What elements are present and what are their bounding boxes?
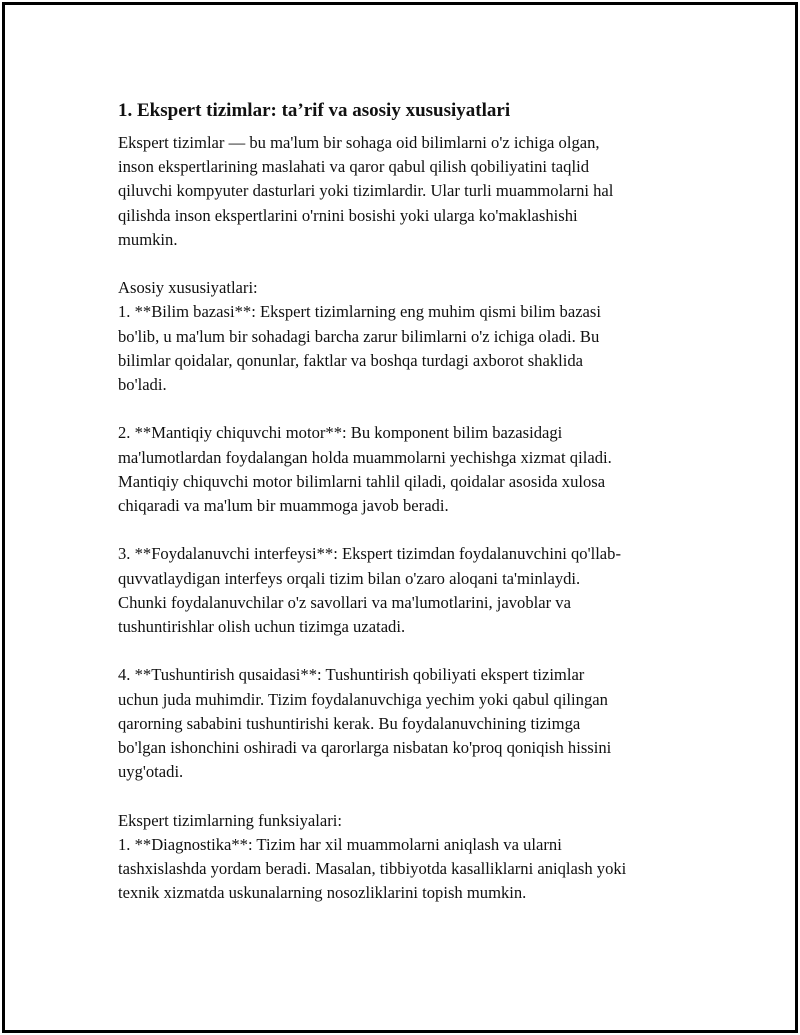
paragraph (118, 276, 698, 397)
paragraph (118, 542, 698, 639)
paragraph-gap (118, 397, 698, 421)
text-line: bilimlar qoidalar, qonunlar, faktlar va boshqa turdagi axborot shaklida (118, 350, 584, 370)
document-title: 1. Ekspert tizimlar: ta’rif va asosiy xususiyatlari (118, 100, 511, 121)
text-line: Ekspert tizimlar — bu ma'lum bir sohaga oid bilimlarni o'z ichiga olgan, (118, 133, 600, 152)
text-line: 1. **Bilim bazasi**: Ekspert tizimlarning eng muhim qismi bilim bazasi (118, 302, 601, 322)
paragraph-gap (118, 639, 698, 663)
text-line: 3. **Foydalanuvchi interfeysi**: Ekspert tizimdan foydalanuvchini qo'llab- (118, 544, 621, 564)
paragraph-gap (118, 252, 698, 276)
text-line: tashxislashda yordam beradi. Masalan, tibbiyotda kasalliklarni aniqlash yoki (118, 859, 627, 879)
text-line: texnik xizmatda uskunalarning nosozliklarini topish mumkin. (118, 883, 527, 903)
text-line: chiqaradi va ma'lum bir muammoga javob beradi. (118, 496, 449, 516)
text-line: Ekspert tizimlarning funksiyalari: (118, 810, 342, 830)
text-line: uchun juda muhimdir. Tizim foydalanuvchiga yechim yoki qabul qilingan (118, 689, 608, 709)
text-line: 4. **Tushuntirish qusaidasi**: Tushuntirish qobiliyati ekspert tizimlar (118, 665, 585, 685)
text-line: 2. **Mantiqiy chiquvchi motor**: Bu komponent bilim bazasidagi (118, 423, 563, 443)
text-line: tushuntirishlar olish uchun tizimga uzatadi. (118, 617, 406, 637)
text-line: mumkin. (118, 229, 178, 249)
paragraph (118, 421, 698, 518)
paragraph (118, 131, 698, 252)
text-line: quvvatlaydigan interfeys orqali tizim bilan o'zaro aloqani ta'minlaydi. (118, 568, 581, 588)
text-line: Mantiqiy chiquvchi motor bilimlarni tahlil qiladi, qoidalar asosida xulosa (118, 471, 606, 491)
text-line: 1. **Diagnostika**: Tizim har xil muammolarni aniqlash va ularni (118, 834, 562, 854)
text-line: Chunki foydalanuvchilar o'z savollari va ma'lumotlarini, javoblar va (118, 592, 571, 612)
text-line: bo'lib, u ma'lum bir sohadagi barcha zarur bilimlarni o'z ichiga oladi. Bu (118, 326, 600, 346)
text-line: bo'ladi. (118, 375, 167, 395)
text-line: qiluvchi kompyuter dasturlari yoki tizimlardir. Ular turli muammolarni hal (118, 181, 614, 201)
text-line: bo'lgan ishonchini oshiradi va qarorlarga nisbatan ko'proq qoniqish hissini (118, 738, 612, 758)
paragraph-gap (118, 784, 698, 808)
document-blocks (118, 131, 698, 905)
text-line: uyg'otadi. (118, 762, 184, 782)
paragraph (118, 809, 698, 906)
text-line: qarorning sababini tushuntirishi kerak. Bu foydalanuvchining tizimga (118, 713, 581, 733)
paragraph (118, 663, 698, 784)
paragraph-gap (118, 518, 698, 542)
text-line: qilishda inson ekspertlarini o'rnini bosishi yoki ularga ko'maklashishi (118, 205, 578, 225)
text-line: inson ekspertlarining maslahati va qaror qabul qilish qobiliyatini taqlid (118, 157, 589, 177)
page-frame (2, 2, 798, 1033)
document-body (118, 97, 698, 905)
text-line: ma'lumotlardan foydalangan holda muammolarni yechishga xizmat qiladi. (118, 447, 612, 467)
text-line: Asosiy xususiyatlari: (118, 278, 258, 298)
